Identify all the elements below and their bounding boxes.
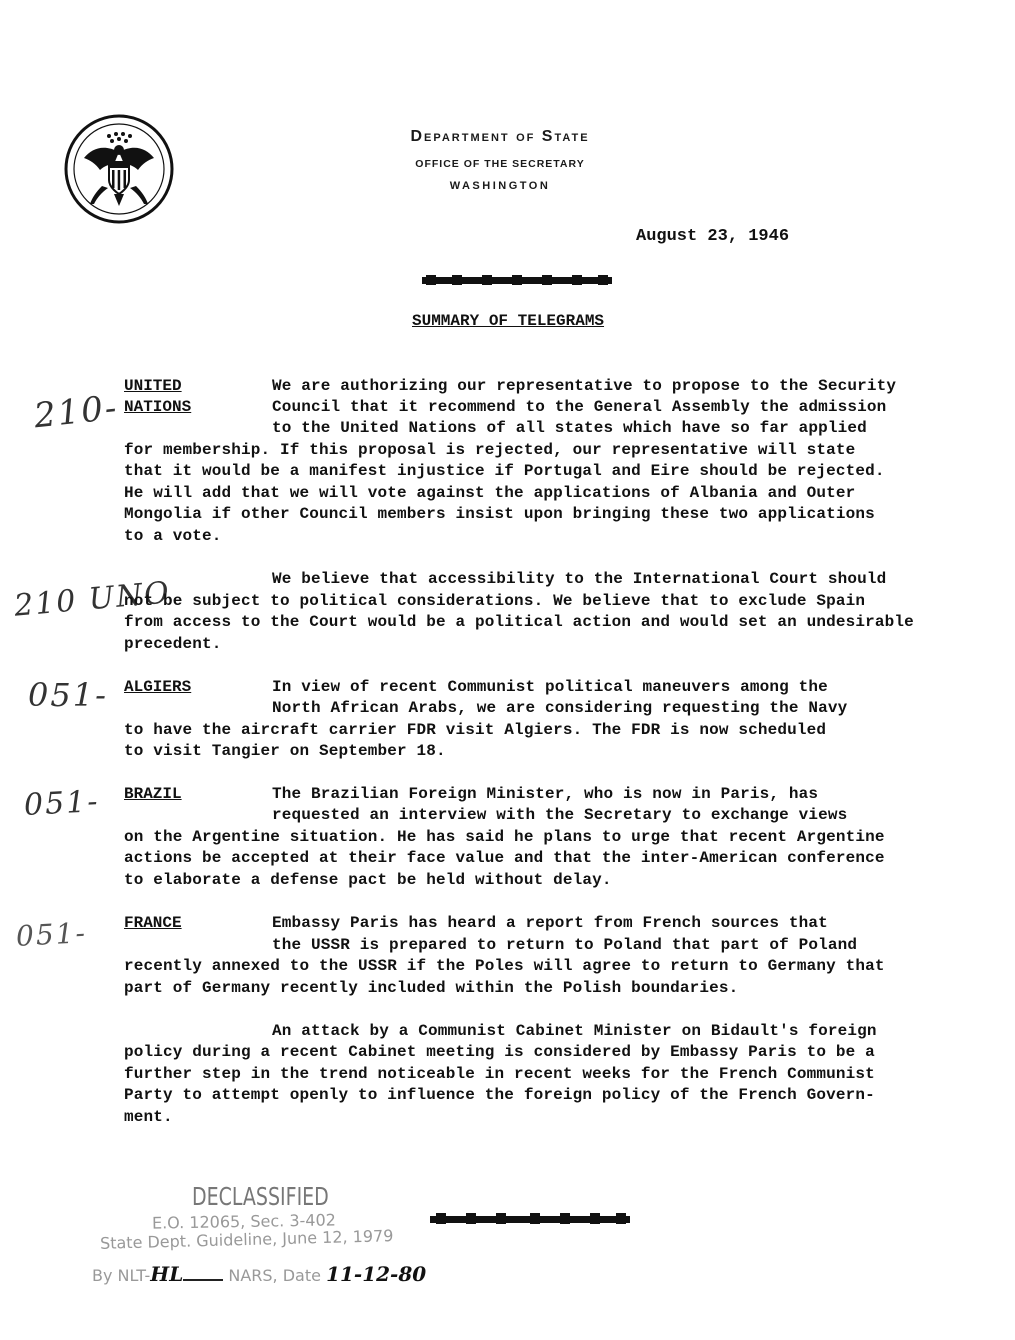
stamp-signoff — [92, 1262, 426, 1286]
paragraph-line: for membership. If this proposal is rejected, our representative will state — [124, 441, 856, 459]
paragraph-line: the USSR is prepared to return to Poland that part of Poland — [272, 936, 858, 954]
paragraph-line: Mongolia if other Council members insist upon bringing these two applications — [124, 505, 875, 523]
paragraph-line: The Brazilian Foreign Minister, who is now in Paris, has — [272, 785, 819, 803]
paragraph-line: Council that it recommend to the General Assembly the admission — [272, 398, 887, 416]
city-name: WASHINGTON — [449, 180, 551, 192]
paragraph-line: not be subject to political considerations. We believe that to exclude Spain — [124, 592, 866, 610]
paragraph-line: to have the aircraft carrier FDR visit Algiers. The FDR is now scheduled — [124, 721, 827, 739]
paragraph-line: ment. — [124, 1108, 173, 1126]
paragraph-line: We are authorizing our representative to propose to the Security — [272, 377, 897, 395]
paragraph-line: In view of recent Communist political maneuvers among the — [272, 678, 828, 696]
paragraph-line: We believe that accessibility to the International Court should — [272, 570, 887, 588]
declassification-date: 11-12-80 — [326, 1262, 427, 1286]
paragraph-line: to a vote. — [124, 527, 222, 545]
section-label-united: UNITED — [124, 377, 182, 395]
stamp-authority: E.O. 12065, Sec. 3-402 — [151, 1210, 336, 1233]
paragraph-line: to elaborate a defense pact be held without delay. — [124, 871, 612, 889]
redacted-classification-top — [422, 274, 612, 286]
department-of-state-seal — [64, 114, 174, 224]
stamp-by-label: By NLT- — [92, 1266, 151, 1285]
paragraph-line: Party to attempt openly to influence the foreign policy of the French Govern- — [124, 1086, 875, 1104]
section-label-france: FRANCE — [124, 914, 182, 932]
paragraph-line: An attack by a Communist Cabinet Minister on Bidault's foreign — [272, 1022, 877, 1040]
stamp-date-label: NARS, Date — [228, 1266, 321, 1285]
paragraph-line: to the United Nations of all states which have so far applied — [272, 419, 867, 437]
handwritten-file-number: 210 UNO — [12, 575, 173, 624]
document-date: August 23, 1946 — [636, 227, 790, 246]
handwritten-file-number: 051- — [23, 784, 101, 823]
paragraph-line: policy during a recent Cabinet meeting is considered by Embassy Paris to be a — [124, 1043, 875, 1061]
redacted-classification-bottom — [430, 1212, 630, 1226]
paragraph-line: Embassy Paris has heard a report from French sources that — [272, 914, 828, 932]
section-label-brazil: BRAZIL — [124, 785, 182, 803]
department-name: Department of State — [410, 128, 590, 145]
reviewer-initials: HL — [150, 1262, 184, 1286]
paragraph-line: from access to the Court would be a political action and would set an undesirable — [124, 613, 914, 631]
office-name: OFFICE OF THE SECRETARY — [415, 158, 585, 170]
section-label-algiers: ALGIERS — [124, 678, 192, 696]
handwritten-file-number: 051- — [15, 916, 88, 953]
paragraph-line: precedent. — [124, 635, 222, 653]
paragraph-line: further step in the trend noticeable in recent weeks for the French Communist — [124, 1065, 875, 1083]
paragraph-line: North African Arabs, we are considering requesting the Navy — [272, 699, 848, 717]
document-title: SUMMARY OF TELEGRAMS — [412, 312, 605, 330]
paragraph-line: actions be accepted at their face value and that the inter-American conference — [124, 849, 885, 867]
handwritten-file-number: 051- — [28, 676, 108, 714]
paragraph-line: He will add that we will vote against the applications of Albania and Outer — [124, 484, 856, 502]
paragraph-line: that it would be a manifest injustice if Portugal and Eire should be rejected. — [124, 462, 885, 480]
paragraph-line: requested an interview with the Secretary to exchange views — [272, 806, 848, 824]
stamp-guideline: State Dept. Guideline, June 12, 1979 — [99, 1226, 394, 1253]
letterhead — [300, 128, 700, 192]
paragraph-line: recently annexed to the USSR if the Poles will agree to return to Germany that — [124, 957, 885, 975]
paragraph-line: to visit Tangier on September 18. — [124, 742, 446, 760]
paragraph-line: part of Germany recently included within the Polish boundaries. — [124, 979, 739, 997]
section-label-nations: NATIONS — [124, 398, 192, 416]
handwritten-file-number: 210- — [32, 387, 121, 437]
declassified-stamp: DECLASSIFIED — [192, 1182, 329, 1212]
paragraph-line: on the Argentine situation. He has said he plans to urge that recent Argentine — [124, 828, 885, 846]
